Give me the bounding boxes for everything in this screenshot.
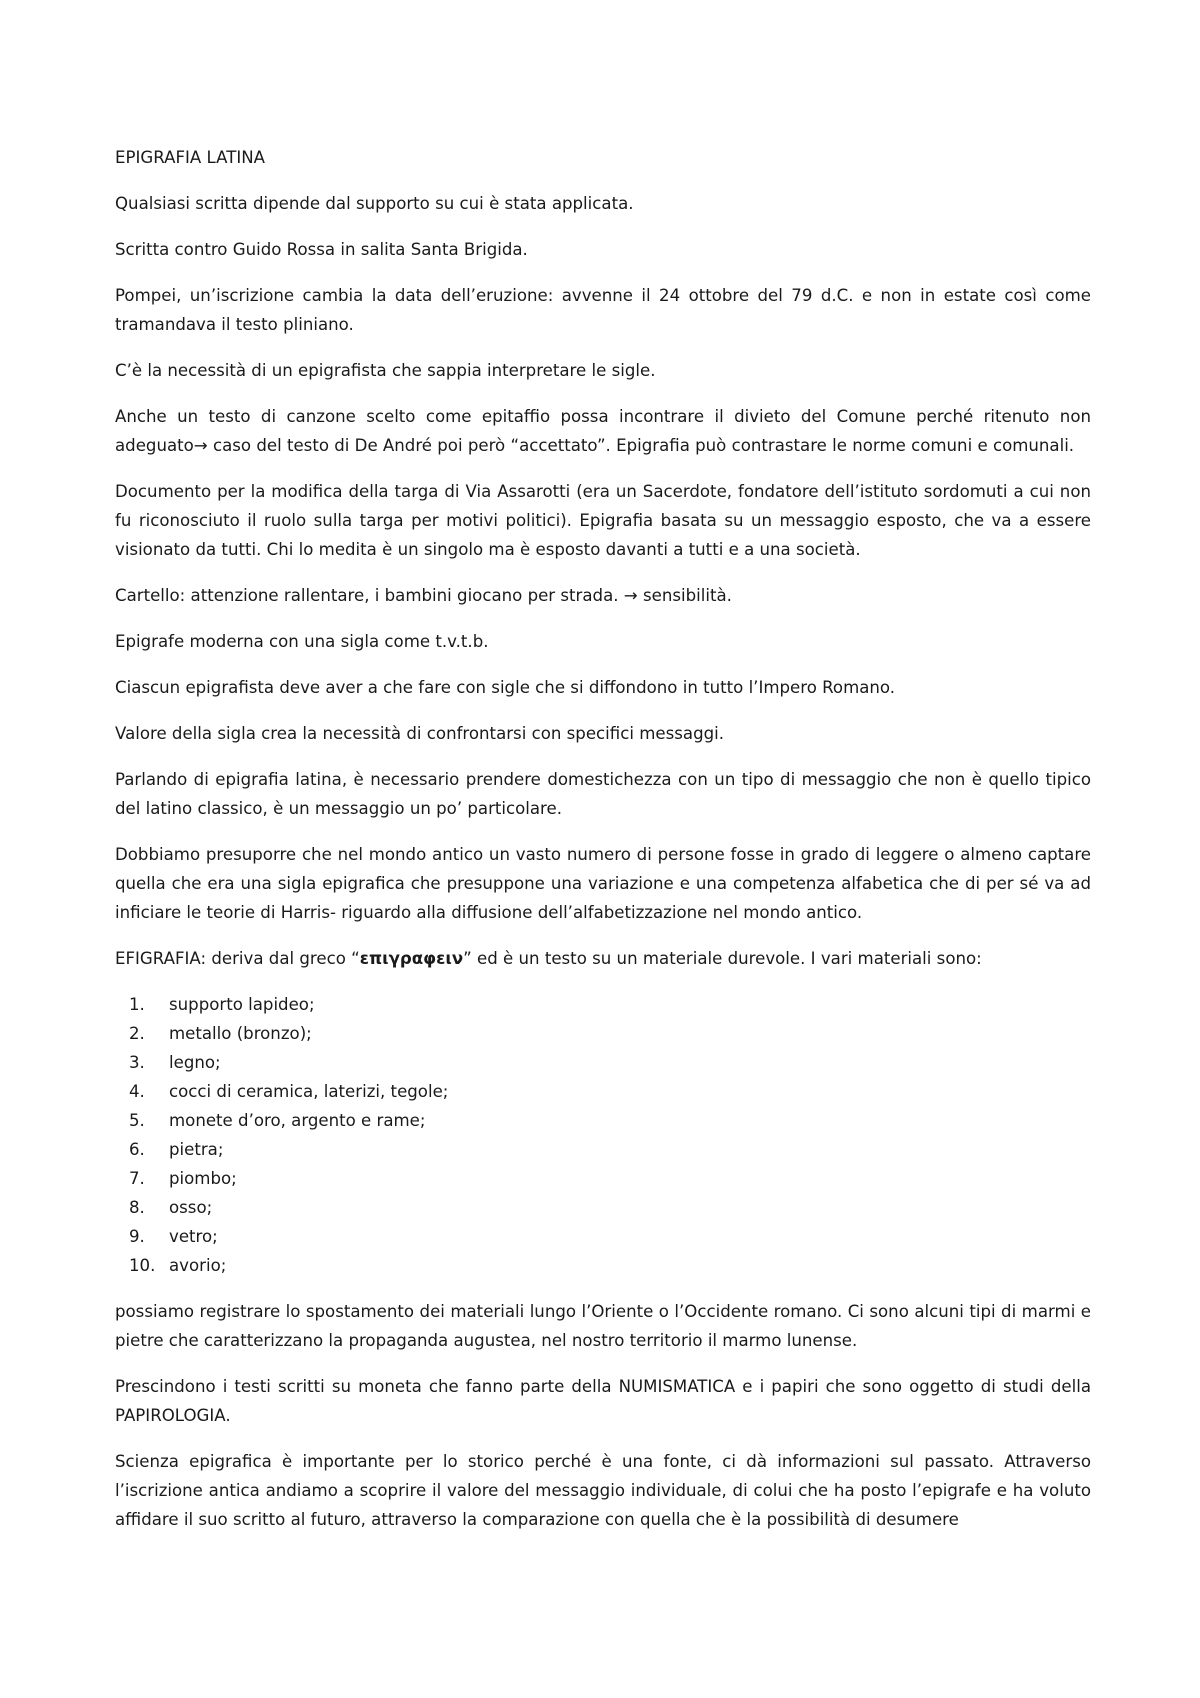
list-number: 6. [129,1140,145,1159]
list-number: 10. [129,1256,156,1275]
paragraph-9: Ciascun epigrafista deve aver a che fare con sigle che si diffondono in tutto l’Impero Romano. [115,678,896,697]
document-body [115,143,1091,1551]
list-text: pietra; [169,1140,224,1159]
paragraph-8: Epigrafe moderna con una sigla come t.v.t.b. [115,632,489,651]
paragraph-1: Qualsiasi scritta dipende dal supporto su cui è stata applicata. [115,194,634,213]
list-item [115,1222,1091,1251]
list-text: supporto lapideo; [169,995,315,1014]
materials-list [115,990,1091,1280]
paragraph-2: Scritta contro Guido Rossa in salita Santa Brigida. [115,240,528,259]
paragraph-13-end: ” ed è un testo su un materiale durevole. I vari materiali sono: [463,949,982,968]
paragraph-3: Pompei, un’iscrizione cambia la data dell’eruzione: avvenne il 24 ottobre del 79 d.C. e non in estate così come tramandava il testo pliniano. [115,286,1091,334]
list-text: piombo; [169,1169,237,1188]
list-text: cocci di ceramica, laterizi, tegole; [169,1082,449,1101]
list-item [115,990,1091,1019]
document-title: EPIGRAFIA LATINA [115,148,265,167]
list-number: 2. [129,1024,145,1043]
paragraph-15: Prescindono i testi scritti su moneta che fanno parte della NUMISMATICA e i papiri che sono oggetto di studi della PAPIROLOGIA. [115,1377,1091,1425]
list-number: 9. [129,1227,145,1246]
list-number: 7. [129,1169,145,1188]
list-item [115,1077,1091,1106]
list-item [115,1019,1091,1048]
list-item [115,1135,1091,1164]
list-number: 4. [129,1082,145,1101]
paragraph-14: possiamo registrare lo spostamento dei materiali lungo l’Oriente o l’Occidente romano. Ci sono alcuni tipi di marmi e pietre che caratterizzano la propaganda augustea, nel nostro territorio il marmo lunense. [115,1302,1091,1350]
list-text: avorio; [169,1256,227,1275]
paragraph-6: Documento per la modifica della targa di Via Assarotti (era un Sacerdote, fondatore dell’istituto sordomuti a cui non fu riconosciuto il ruolo sulla targa per motivi politici). Epigrafia basata su un messaggio esposto, che va a essere visionato da tutti. Chi lo medita è un singolo ma è esposto davanti a tutti e a una società. [115,482,1091,559]
list-number: 1. [129,995,145,1014]
paragraph-10: Valore della sigla crea la necessità di confrontarsi con specifici messaggi. [115,724,725,743]
list-number: 3. [129,1053,145,1072]
list-text: osso; [169,1198,213,1217]
paragraph-7: Cartello: attenzione rallentare, i bambini giocano per strada. → sensibilità. [115,586,732,605]
list-item [115,1164,1091,1193]
list-number: 8. [129,1198,145,1217]
list-text: vetro; [169,1227,218,1246]
greek-term: επιγραφειν [359,949,464,968]
paragraph-5: Anche un testo di canzone scelto come epitaffio possa incontrare il divieto del Comune perché ritenuto non adeguato→ caso del testo di De André poi però “accettato”. Epigrafia può contrastare le norme comuni e comunali. [115,407,1091,455]
list-item [115,1106,1091,1135]
paragraph-16: Scienza epigrafica è importante per lo storico perché è una fonte, ci dà informazioni sul passato. Attraverso l’iscrizione antica andiamo a scoprire il valore del messaggio individuale, di colui che ha posto l’epigrafe e ha voluto affidare il suo scritto al futuro, attraverso la comparazione con quella che è la possibilità di desumere [115,1452,1091,1529]
paragraph-11: Parlando di epigrafia latina, è necessario prendere domestichezza con un tipo di messaggio che non è quello tipico del latino classico, è un messaggio un po’ particolare. [115,770,1091,818]
list-text: metallo (bronzo); [169,1024,312,1043]
list-text: monete d’oro, argento e rame; [169,1111,426,1130]
list-item [115,1048,1091,1077]
paragraph-4: C’è la necessità di un epigrafista che sappia interpretare le sigle. [115,361,656,380]
paragraph-13 [115,944,1091,973]
paragraph-13-start: EFIGRAFIA: deriva dal greco “ [115,949,360,968]
list-number: 5. [129,1111,145,1130]
list-item [115,1193,1091,1222]
list-text: legno; [169,1053,221,1072]
list-item [115,1251,1091,1280]
paragraph-12: Dobbiamo presuporre che nel mondo antico un vasto numero di persone fosse in grado di leggere o almeno captare quella che era una sigla epigrafica che presuppone una variazione e una competenza alfabetica che di per sé va ad inficiare le teorie di Harris- riguardo alla diffusione dell’alfabetizzazione nel mondo antico. [115,845,1091,922]
